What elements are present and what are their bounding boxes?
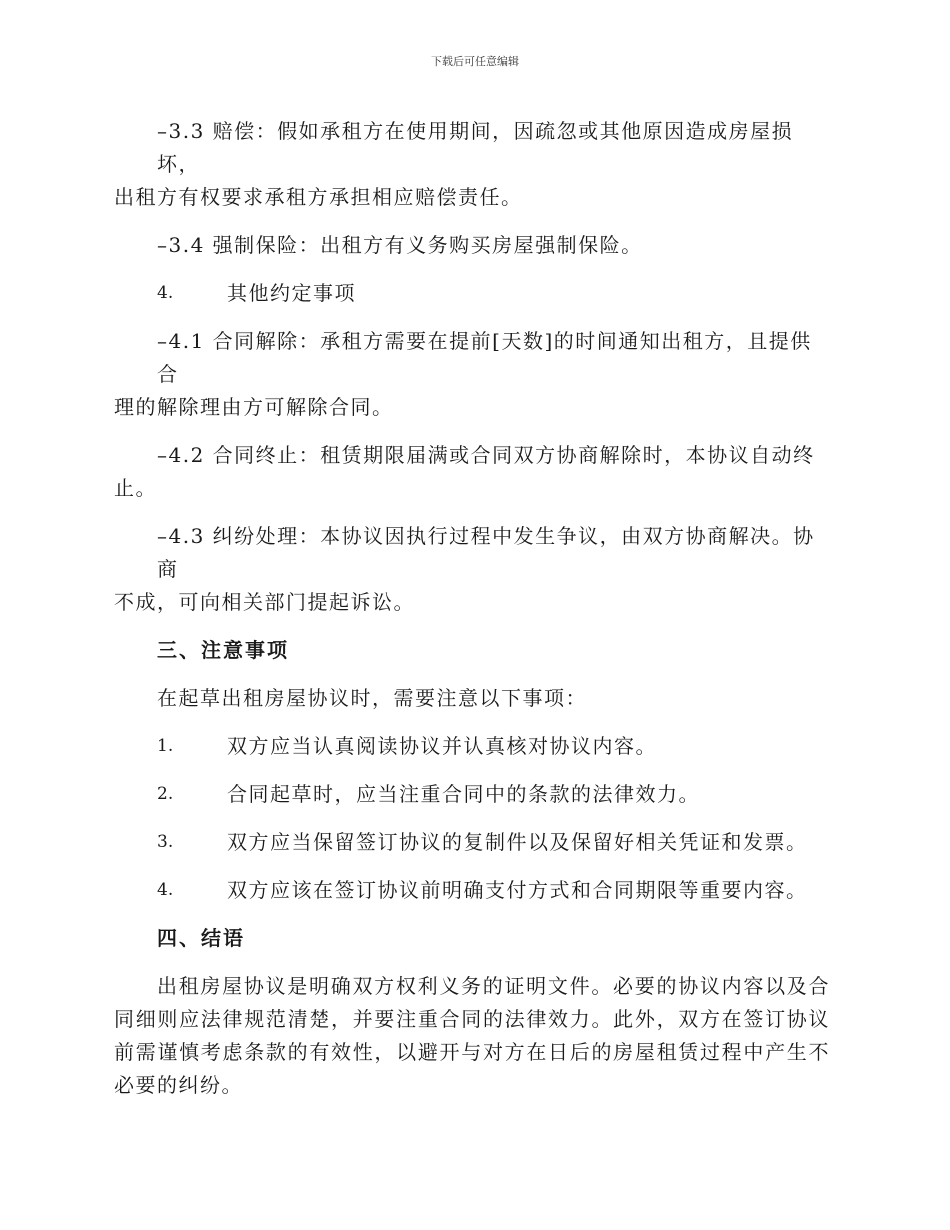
note-number: 2. (157, 784, 174, 804)
note-text: 双方应该在签订协议前明确支付方式和合同期限等重要内容。 (227, 878, 808, 902)
conclusion-paragraph: 出租房屋协议是明确双方权利义务的证明文件。必要的协议内容以及合同细则应法律规范清楚，并要注重合同的法律效力。此外，双方在签订协议前需谨慎考虑条款的有效性，以避开与对方在日后的房屋租赁过程中产生不必要的纠纷。 (114, 974, 830, 1097)
note-item (114, 730, 830, 763)
section-4-title: 其他约定事项 (227, 281, 356, 305)
note-item (114, 778, 830, 811)
clause-4-2-rest: 止。 (114, 476, 157, 500)
clause-4-1-lead: –4.1 合同解除：承租方需要在提前[天数]的时间通知出租方，且提供合 (157, 329, 812, 386)
document-body (114, 115, 830, 1117)
note-item (114, 826, 830, 859)
section-4-number: 4. (157, 283, 174, 303)
note-item (114, 874, 830, 907)
page-header: 下载后可任意编辑 (431, 55, 519, 68)
clause-4-1-rest: 理的解除理由方可解除合同。 (114, 395, 394, 419)
clause-4-3-lead: –4.3 纠纷处理：本协议因执行过程中发生争议，由双方协商解决。协商 (157, 524, 815, 581)
section-heading-4: 四、结语 (157, 926, 245, 950)
clause-3-3-rest: 出租方有权要求承租方承担相应赔偿责任。 (114, 185, 523, 209)
clause-4-3 (114, 520, 830, 619)
note-text: 双方应当保留签订协议的复制件以及保留好相关凭证和发票。 (227, 830, 808, 854)
note-text: 双方应当认真阅读协议并认真核对协议内容。 (227, 734, 657, 758)
clause-3-4: –3.4 强制保险：出租方有义务购买房屋强制保险。 (157, 233, 643, 257)
clause-4-2 (114, 439, 830, 505)
clause-4-3-rest: 不成，可向相关部门提起诉讼。 (114, 590, 415, 614)
note-number: 4. (157, 880, 174, 900)
clause-3-3-lead: –3.3 赔偿：假如承租方在使用期间，因疏忽或其他原因造成房屋损坏， (157, 119, 794, 176)
note-number: 1. (157, 736, 174, 756)
section-4-heading (114, 277, 830, 310)
clause-3-3 (114, 115, 830, 214)
note-text: 合同起草时，应当注重合同中的条款的法律效力。 (227, 782, 700, 806)
section-heading-3: 三、注意事项 (157, 638, 289, 662)
clause-4-2-lead: –4.2 合同终止：租赁期限届满或合同双方协商解除时，本协议自动终 (157, 443, 815, 467)
section-3-intro: 在起草出租房屋协议时，需要注意以下事项： (157, 686, 587, 710)
clause-4-1 (114, 325, 830, 424)
note-number: 3. (157, 832, 174, 852)
